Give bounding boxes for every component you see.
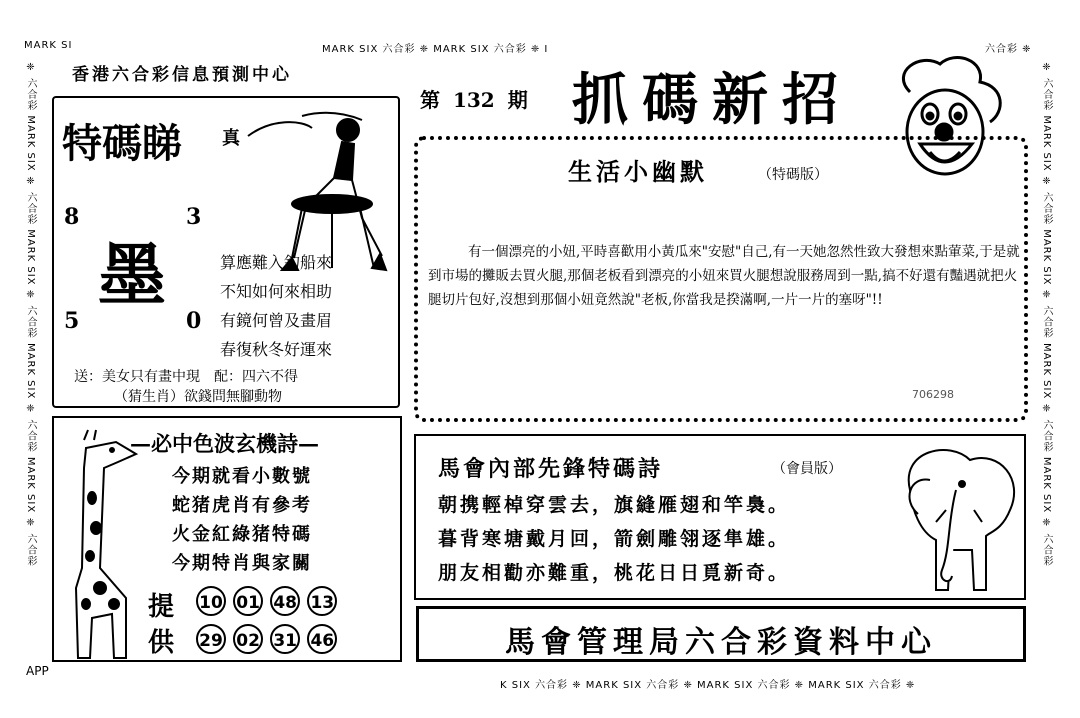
bottom-banner-text: 馬會管理局六合彩資料中心: [505, 625, 937, 660]
number-ball: 29: [196, 624, 226, 654]
color-poem-line: 火金紅綠猪特碼: [172, 524, 312, 545]
corner-number-top-left: 8: [64, 204, 80, 230]
numbers-row-1: [196, 586, 339, 616]
corner-number-bottom-right: 0: [186, 308, 202, 334]
border-bottom-strip: K SIX 六合彩 ❈ MARK SIX 六合彩 ❈ MARK SIX 六合彩 ❈ MARK SIX 六合彩 ❈: [500, 680, 916, 691]
humor-body: 有一個漂亮的小妞,平時喜歡用小黃瓜來"安慰"自己,有一天她忽然性致大發想來點葷菜,于是就到市場的攤販去買火腿,那個老板看到漂亮的小妞來買火腿想說服務周到一點,搞不好還有豔遇就把火腿切片包好,沒想到那個小妞竟然說"老板,你當我是揆滿啊,一片一片的塞呀"!!: [428, 244, 1020, 308]
horse-poem-tag: （會員版）: [772, 461, 842, 477]
giraffe-illustration: [56, 428, 146, 662]
color-poem-title: —必中色波玄機詩—: [130, 431, 319, 456]
border-top-left: MARK SI: [24, 40, 73, 51]
number-ball: 13: [307, 586, 337, 616]
color-poem-lines: [172, 462, 312, 578]
horse-poem-line: 朋友相勸亦難重，桃花日日覓新奇。: [438, 562, 791, 584]
humor-title: 生活小幽默: [568, 157, 708, 186]
color-poem-line: 蛇猪虎肖有參考: [172, 495, 312, 516]
app-tag: APP: [26, 664, 49, 678]
issue-label: 第: [420, 88, 440, 112]
big-glyph: 墨: [98, 236, 167, 316]
provide-label-2: 供: [148, 628, 175, 658]
number-ball: 46: [307, 624, 337, 654]
border-top-center: MARK SIX 六合彩 ❈ MARK SIX 六合彩 ❈ I: [322, 44, 549, 55]
border-left-strip: ❈ 六合彩 MARK SIX ❈ 六合彩 MARK SIX ❈ 六合彩 MARK SIX ❈ 六合彩 MARK SIX ❈ 六合彩: [25, 62, 36, 567]
corner-number-top-right: 3: [186, 204, 202, 230]
horse-poem-line: 朝携輕棹穿雲去，旗縫雁翅和竿裊。: [438, 494, 791, 516]
humor-tag: （特碼版）: [758, 167, 828, 183]
horse-poem-lines: [438, 488, 790, 590]
tema-panel: [52, 96, 400, 408]
number-ball: 02: [233, 624, 263, 654]
border-top-right: 六合彩 ❈: [985, 44, 1032, 55]
numbers-row-2: [196, 624, 339, 654]
humor-box: [414, 136, 1028, 422]
tema-subtitle: 真: [222, 128, 240, 149]
main-title: 抓碼新招: [572, 67, 852, 133]
border-right-strip: ❈ 六合彩 MARK SIX ❈ 六合彩 MARK SIX ❈ 六合彩 MARK SIX ❈ 六合彩 MARK SIX ❈ 六合彩: [1041, 62, 1052, 567]
horse-poem-box: [414, 434, 1026, 600]
center-name: 香港六合彩信息預測中心: [72, 65, 292, 85]
color-poem-line: 今期特肖與家關: [172, 553, 312, 574]
tema-poem-line: 有鏡何曾及畫眉: [220, 311, 333, 330]
tema-poem-line: 算應難入釣船來: [220, 253, 333, 272]
tema-poem: [220, 248, 332, 364]
guess-line: （猜生肖）欲錢問無腳動物: [114, 389, 282, 405]
elephant-illustration: [890, 440, 1026, 598]
color-poem-line: 今期就看小數號: [172, 466, 312, 487]
issue-block: [420, 84, 528, 113]
number-ball: 10: [196, 586, 226, 616]
issue-suffix: 期: [507, 88, 528, 112]
corner-number-bottom-left: 5: [64, 308, 80, 334]
number-ball: 31: [270, 624, 300, 654]
send-line: 送：美女只有畫中現 配：四六不得: [74, 369, 298, 385]
humor-footer-code: 706298: [912, 388, 954, 401]
issue-number: 132: [452, 88, 495, 112]
horse-poem-line: 暮背寒塘戴月回，箭劍雕翎逐隼雄。: [438, 528, 791, 550]
horse-poem-title: 馬會內部先鋒特碼詩: [438, 456, 664, 482]
tema-poem-line: 春復秋冬好運來: [220, 340, 333, 359]
color-poem-box: [52, 416, 402, 662]
provide-label-1: 提: [148, 592, 175, 622]
number-ball: 48: [270, 586, 300, 616]
tema-poem-line: 不知如何來相助: [220, 282, 333, 301]
number-ball: 01: [233, 586, 263, 616]
tema-title: 特碼睇: [62, 120, 182, 167]
bottom-banner: [416, 606, 1026, 662]
